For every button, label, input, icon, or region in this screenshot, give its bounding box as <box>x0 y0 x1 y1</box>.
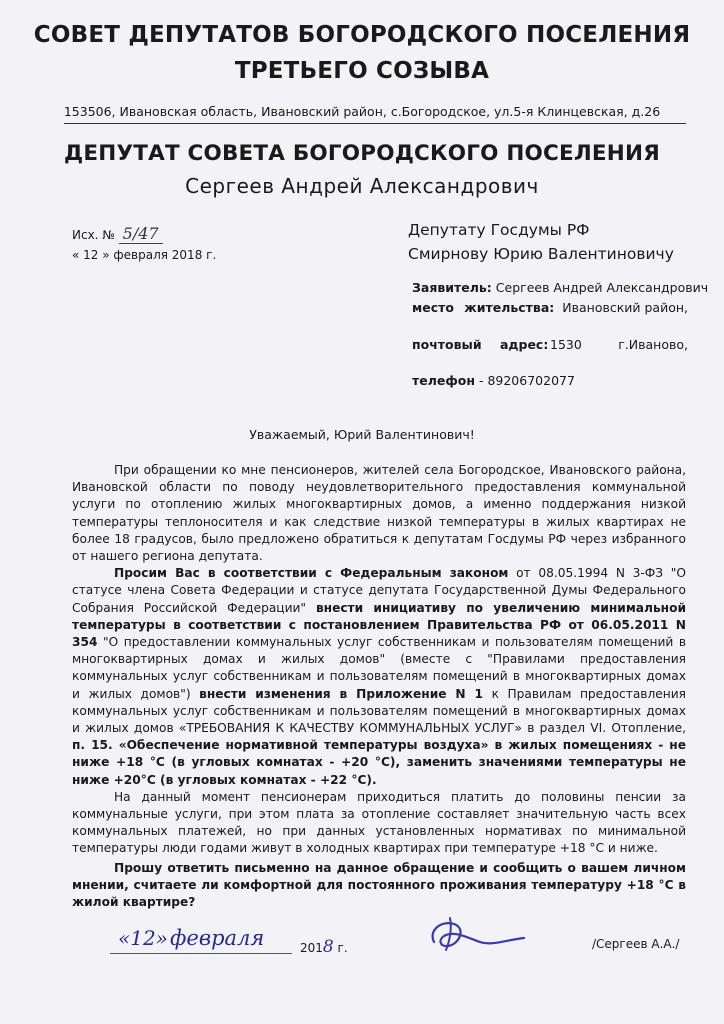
addressee-block <box>408 218 674 266</box>
initiative-request: внести инициативу по увеличению минимальной температуры в соответствии с постановлением Правительства РФ от 06.05.2011 N 354 <box>72 600 686 650</box>
resolution-title: "О предоставлении коммунальных услуг собственникам и пользователям помещений в многоквартирных домах и жилых домов" (вместе с "Правилами предоставления коммунальных услуг собственникам и пользователям помещений в многоквартирных домах и жилых домов") <box>72 635 686 701</box>
letterhead-divider <box>64 123 686 124</box>
residence-value: Ивановский район, <box>562 300 688 315</box>
body-paragraph-3: На данный момент пенсионерам приходиться платить до половины пенсии за коммунальные услуги, при этом плата за отопление составляет значительную часть всех коммунальных платежей, но при данных установленных нормативах по минимальной температуры люди годами живут в холодных квартирах при температуре +18 °С и ниже. <box>72 789 686 856</box>
outgoing-number-label: Исх. № <box>72 228 115 242</box>
rules-reference: к Правилам предоставления коммунальных услуг собственникам и пользователям помещений в многоквартирных домах и жилых домов «ТРЕБОВАНИЯ К КАЧЕСТВУ КОММУНАЛЬНЫХ УСЛУГ» в раздел VI. Отопление, <box>72 686 686 736</box>
deputy-title: ДЕПУТАТ СОВЕТА БОГОРОДСКОГО ПОСЕЛЕНИЯ <box>64 141 660 166</box>
outgoing-number-value: 5/47 <box>119 224 163 244</box>
outgoing-number <box>72 224 163 244</box>
deputy-name: Сергеев Андрей Александрович <box>185 174 539 198</box>
temperature-amendment: п. 15. «Обеспечение нормативной температуры воздуха» в жилых помещениях - не ниже +18 °С (в угловых комнатах - +20 °С), заменить значениями температуры не ниже +20°С (в угловых комнатах - +22 °С). <box>72 738 686 787</box>
council-title-line1: СОВЕТ ДЕПУТАТОВ БОГОРОДСКОГО ПОСЕЛЕНИЯ <box>33 22 691 48</box>
council-address: 153506, Ивановская область, Ивановский район, с.Богородское, ул.5-я Клинцевская, д.26 <box>63 104 661 119</box>
applicant-label: Заявитель: <box>412 280 492 295</box>
postal-city: г.Иваново, <box>618 337 688 352</box>
body-paragraph-4: Прошу ответить письменно на данное обращение и сообщить о вашем личном мнении, считаете ли комфортной для постоянного проживания температуру +18 °С в жилой квартире? <box>72 860 686 910</box>
applicant-line <box>412 280 708 295</box>
residence-line <box>412 300 688 315</box>
applicant-value: Сергеев Андрей Александрович <box>495 280 709 295</box>
signatory-name: /Сергеев А.А./ <box>592 937 680 951</box>
law-reference: от 08.05.1994 N 3-ФЗ "О статусе члена Совета Федерации и статусе депутата Государственной Думы Федерального Собрания Российской Федерации" <box>72 566 686 615</box>
council-title-line2: ТРЕТЬЕГО СОЗЫВА <box>234 58 490 84</box>
amendment-request: внести изменения в Приложение N 1 <box>199 686 484 701</box>
request-intro: Просим Вас в соответствии с Федеральным законом <box>114 566 509 581</box>
handwritten-day: «12» <box>118 926 168 950</box>
phone-label: телефон <box>412 373 475 388</box>
year-printed: 201 <box>300 941 323 955</box>
year-suffix: г. <box>333 941 348 955</box>
body-paragraph-2 <box>72 565 686 789</box>
outgoing-date: « 12 » февраля 2018 г. <box>72 248 217 262</box>
signature-year <box>300 937 348 957</box>
phone-value: - 89206702077 <box>474 373 575 388</box>
postal-label: почтовый адрес: <box>412 337 549 352</box>
addressee-line2: Смирнову Юрию Валентиновичу <box>408 245 674 263</box>
postal-line <box>412 337 688 352</box>
year-handwritten: 8 <box>322 937 334 957</box>
phone-line <box>412 373 575 388</box>
handwritten-month: февраля <box>170 926 265 950</box>
residence-label: место жительства: <box>412 300 555 315</box>
signature-scribble <box>420 912 530 956</box>
date-underline <box>110 953 292 954</box>
postal-value: 1530 <box>550 337 582 352</box>
letter-body <box>72 462 686 911</box>
salutation: Уважаемый, Юрий Валентинович! <box>249 427 475 442</box>
body-paragraph-1: При обращении ко мне пенсионеров, жителей села Богородское, Ивановского района, Ивановской области по поводу неудовлетворительного предоставления коммунальной услуги по отоплению жилых многоквартирных домов, а именно поддержания низкой температуры теплоносителя и как следствие низкой температуры в жилых квартирах не более 18 градусов, было предложено обратиться к депутатам Госдумы РФ через избранного от нашего региона депутата. <box>72 463 686 564</box>
addressee-line1: Депутату Госдумы РФ <box>408 221 590 239</box>
